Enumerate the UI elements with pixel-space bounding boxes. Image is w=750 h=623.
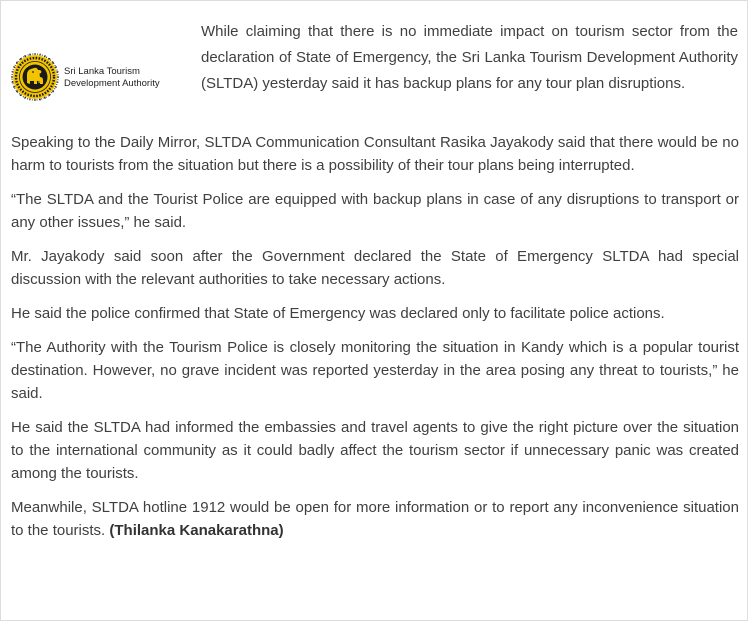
sltda-logo — [11, 53, 196, 101]
body-paragraph-final — [11, 496, 739, 542]
byline: (Thilanka Kanakarathna) — [109, 522, 284, 539]
final-paragraph-text: Meanwhile, SLTDA hotline 1912 would be open for more information or to report any inconvenience situation to the tourists. — [11, 499, 739, 539]
article-body — [11, 131, 739, 553]
logo-line-2: Development Authority — [64, 78, 160, 89]
lead-paragraph: While claiming that there is no immediate impact on tourism sector from the declaration of State of Emergency, the Sri Lanka Tourism Development Authority (SLTDA) yesterday said it has backup plans for any tour plan disruptions. — [201, 23, 738, 92]
body-paragraph: He said the police confirmed that State of Emergency was declared only to facilitate police actions. — [11, 305, 665, 322]
body-paragraph: “The SLTDA and the Tourist Police are equipped with backup plans in case of any disruptions to transport or any other issues,” he said. — [11, 191, 739, 231]
body-paragraph: He said the SLTDA had informed the embassies and travel agents to give the right picture over the situation to the international community as it could badly affect the tourism sector if unnecessary panic was created among the tourists. — [11, 419, 739, 482]
logo-text — [64, 66, 160, 90]
logo-line-1: Sri Lanka Tourism — [64, 66, 140, 77]
body-paragraph: “The Authority with the Tourism Police is closely monitoring the situation in Kandy which is a popular tourist destination. However, no grave incident was reported yesterday in the area posing any threat to tourists,” he said. — [11, 339, 739, 402]
body-paragraph: Mr. Jayakody said soon after the Government declared the State of Emergency SLTDA had special discussion with the relevant authorities to take necessary actions. — [11, 248, 739, 288]
body-paragraph: Speaking to the Daily Mirror, SLTDA Communication Consultant Rasika Jayakody said that there would be no harm to tourists from the situation but there is a possibility of their tour plans being interrupted. — [11, 134, 739, 174]
lion-emblem-icon — [11, 53, 59, 101]
article-header — [11, 19, 739, 123]
